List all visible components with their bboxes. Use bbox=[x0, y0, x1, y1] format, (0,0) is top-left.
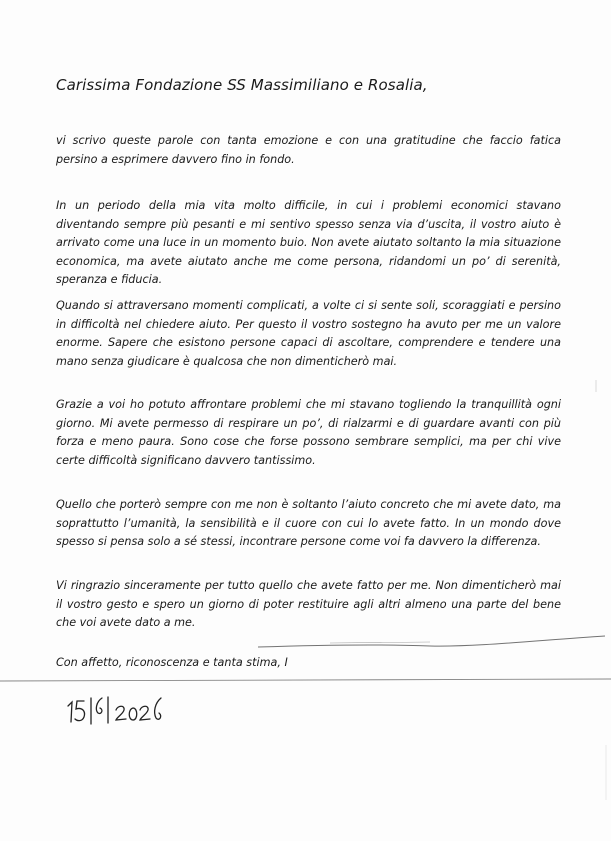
paragraph-2: In un periodo della mia vita molto difficile, in cui i problemi economici stavano diventando sempre più pesanti e mi sentivo spesso senza via d’uscita, il vostro aiuto è arrivato come una luce in un momento buio. Non avete aiutato soltanto la mia situazione economica, ma avete aiutato anche me come persona, ridandomi un po’ di serenità, speranza e fiducia. bbox=[56, 199, 561, 286]
pen-stroke-line-thin bbox=[330, 642, 430, 643]
paragraph-6: Vi ringrazio sinceramente per tutto quello che avete fatto per me. Non dimenticherò mai il vostro gesto e spero un giorno di poter restituire agli altri almeno una parte del bene che voi avete dato a me. bbox=[56, 579, 561, 629]
paragraph-1: vi scrivo queste parole con tanta emozione e con una gratitudine che faccio fatica persino a esprimere davvero fino in fondo. bbox=[56, 134, 561, 166]
fold-line bbox=[0, 679, 611, 681]
paragraph-5: Quello che porterò sempre con me non è soltanto l’aiuto concreto che mi avete dato, ma soprattutto l’umanità, la sensibilità e il cuore con cui lo avete fatto. In un mondo dove spesso si pensa solo a sé stessi, incontrare persone come voi fa davvero la differenza. bbox=[56, 498, 561, 548]
handwritten-date bbox=[60, 692, 180, 732]
letter-greeting: Carissima Fondazione SS Massimiliano e Rosalia, bbox=[56, 76, 428, 94]
letter-closing: Con affetto, riconoscenza e tanta stima, I bbox=[56, 656, 288, 669]
paragraph-3: Quando si attraversano momenti complicati, a volte ci si sente soli, scoraggiati e persino in difficoltà nel chiedere aiuto. Per questo il vostro sostegno ha avuto per me un valore enorme. Sapere che esistono persone capaci di ascoltare, comprendere e tendere una mano senza giudicare è qualcosa che non dimenticherò mai. bbox=[56, 299, 561, 368]
pen-stroke-line bbox=[258, 636, 605, 647]
paragraph-4: Grazie a voi ho potuto affrontare problemi che mi stavano togliendo la tranquillità ogni giorno. Mi avete permesso di respirare un po’, di rialzarmi e di guardare avanti con più forza e meno paura. Sono cose che forse possono sembrare semplici, ma per chi vive certe difficoltà significano davvero tantissimo. bbox=[56, 398, 561, 467]
